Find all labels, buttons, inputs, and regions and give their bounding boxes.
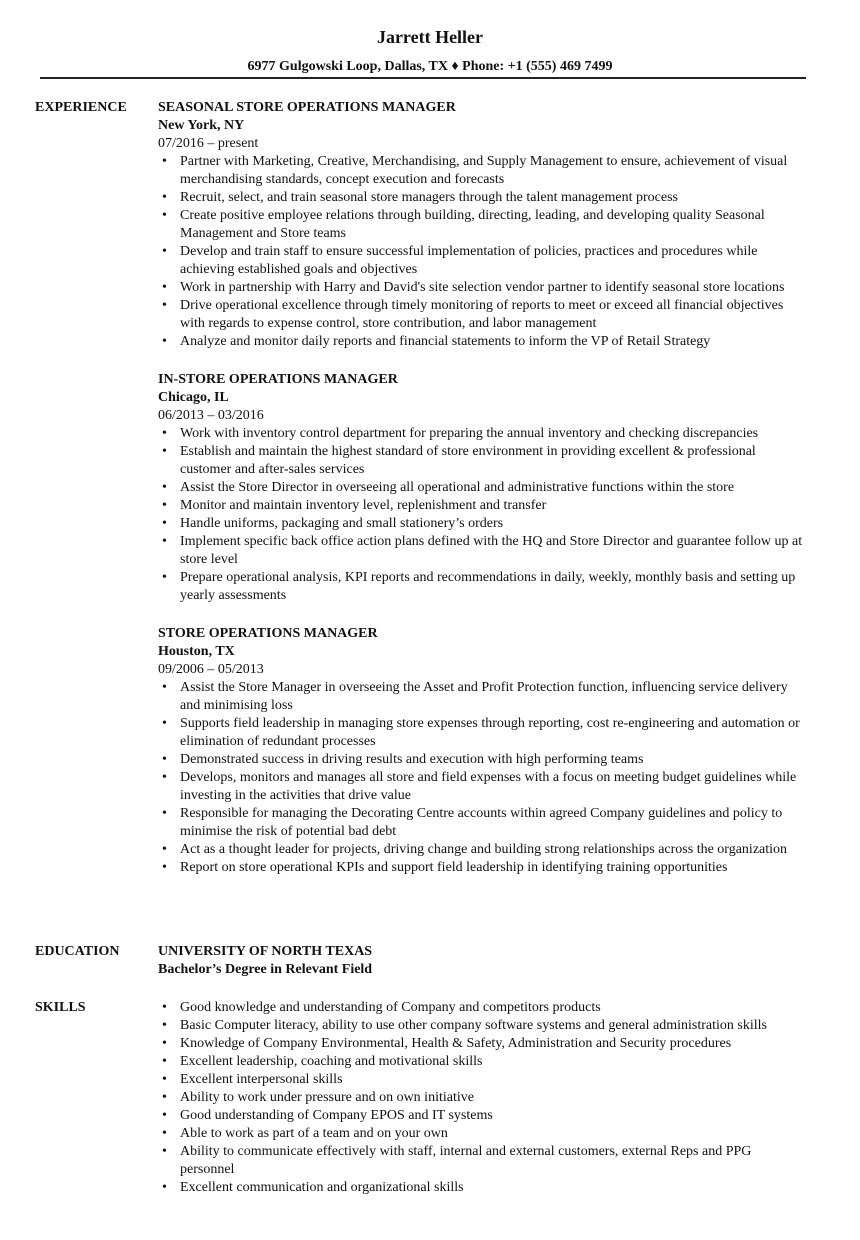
job-location: Houston, TX bbox=[158, 644, 235, 659]
education-heading: EDUCATION bbox=[35, 944, 120, 959]
job-bullet: • Develops, monitors and manages all store and field expenses with a focus on meeting budget guidelines while investing in the activities that drive value bbox=[158, 769, 808, 805]
skill-item: • Ability to work under pressure and on own initiative bbox=[158, 1089, 808, 1107]
job-bullet: • Assist the Store Manager in overseeing the Asset and Profit Protection function, influencing service delivery and minimising loss bbox=[158, 679, 808, 715]
job-entry bbox=[158, 371, 808, 605]
job-dates: 06/2013 – 03/2016 bbox=[158, 408, 264, 423]
skills-heading: SKILLS bbox=[35, 1000, 86, 1015]
job-bullet-list bbox=[158, 153, 808, 351]
skill-item: • Knowledge of Company Environmental, Health & Safety, Administration and Security procedures bbox=[158, 1035, 808, 1053]
job-bullet: • Create positive employee relations through building, directing, leading, and developing quality Seasonal Management and Store teams bbox=[158, 207, 808, 243]
job-title: IN-STORE OPERATIONS MANAGER bbox=[158, 372, 398, 387]
education-body bbox=[158, 943, 808, 979]
job-entry bbox=[158, 99, 808, 351]
job-bullet: • Handle uniforms, packaging and small stationery’s orders bbox=[158, 515, 808, 533]
skills-body bbox=[158, 999, 808, 1197]
job-bullet: • Work in partnership with Harry and David's site selection vendor partner to identify seasonal store locations bbox=[158, 279, 808, 297]
job-location: Chicago, IL bbox=[158, 390, 229, 405]
job-location: New York, NY bbox=[158, 118, 245, 133]
skill-item: • Excellent leadership, coaching and motivational skills bbox=[158, 1053, 808, 1071]
job-title: SEASONAL STORE OPERATIONS MANAGER bbox=[158, 100, 456, 115]
job-entry bbox=[158, 625, 808, 877]
candidate-name: Jarrett Heller bbox=[376, 27, 484, 47]
skill-item: • Ability to communicate effectively with staff, internal and external customers, external Reps and PPG personnel bbox=[158, 1143, 808, 1179]
job-bullet: • Analyze and monitor daily reports and financial statements to inform the VP of Retail Strategy bbox=[158, 333, 808, 351]
job-bullet-list bbox=[158, 679, 808, 877]
skill-item: • Excellent interpersonal skills bbox=[158, 1071, 808, 1089]
experience-body bbox=[158, 99, 808, 877]
job-dates: 09/2006 – 05/2013 bbox=[158, 662, 264, 677]
job-bullet: • Establish and maintain the highest standard of store environment in providing excellent & professional customer and after-sales services bbox=[158, 443, 808, 479]
job-bullet: • Responsible for managing the Decorating Centre accounts within agreed Company guidelines and policy to minimise the risk of potential bad debt bbox=[158, 805, 808, 841]
education-school: UNIVERSITY OF NORTH TEXAS bbox=[158, 944, 373, 959]
job-bullet: • Report on store operational KPIs and support field leadership in identifying training opportunities bbox=[158, 859, 808, 877]
experience-heading: EXPERIENCE bbox=[35, 100, 127, 115]
skill-item: • Basic Computer literacy, ability to use other company software systems and general administration skills bbox=[158, 1017, 808, 1035]
job-bullet: • Act as a thought leader for projects, driving change and building strong relationships across the organization bbox=[158, 841, 808, 859]
job-bullet: • Work with inventory control department for preparing the annual inventory and checking discrepancies bbox=[158, 425, 808, 443]
job-title: STORE OPERATIONS MANAGER bbox=[158, 626, 378, 641]
job-bullet: • Recruit, select, and train seasonal store managers through the talent management process bbox=[158, 189, 808, 207]
job-bullet: • Assist the Store Director in overseeing all operational and administrative functions within the store bbox=[158, 479, 808, 497]
skill-item: • Good understanding of Company EPOS and IT systems bbox=[158, 1107, 808, 1125]
job-bullet-list bbox=[158, 425, 808, 605]
job-bullet: • Develop and train staff to ensure successful implementation of policies, practices and procedures while achieving established goals and objectives bbox=[158, 243, 808, 279]
skill-item: • Able to work as part of a team and on your own bbox=[158, 1125, 808, 1143]
job-bullet: • Implement specific back office action plans defined with the HQ and Store Director and guarantee follow up at store level bbox=[158, 533, 808, 569]
header-divider bbox=[40, 77, 806, 79]
contact-line: 6977 Gulgowski Loop, Dallas, TX ♦ Phone: +1 (555) 469 7499 bbox=[247, 59, 613, 74]
job-bullet: • Partner with Marketing, Creative, Merchandising, and Supply Management to ensure, achievement of visual merchandising standards, concept execution and forecasts bbox=[158, 153, 808, 189]
job-bullet: • Drive operational excellence through timely monitoring of reports to meet or exceed all financial objectives with regards to expense control, store contribution, and labor management bbox=[158, 297, 808, 333]
job-bullet: • Supports field leadership in managing store expenses through reporting, cost re-engineering and automation or elimination of redundant processes bbox=[158, 715, 808, 751]
job-dates: 07/2016 – present bbox=[158, 136, 259, 151]
skill-item: • Good knowledge and understanding of Company and competitors products bbox=[158, 999, 808, 1017]
job-bullet: • Demonstrated success in driving results and execution with high performing teams bbox=[158, 751, 808, 769]
job-bullet: • Monitor and maintain inventory level, replenishment and transfer bbox=[158, 497, 808, 515]
skills-list bbox=[158, 999, 808, 1197]
skill-item: • Excellent communication and organizational skills bbox=[158, 1179, 808, 1197]
job-bullet: • Prepare operational analysis, KPI reports and recommendations in daily, weekly, monthly basis and setting up yearly assessments bbox=[158, 569, 808, 605]
education-degree: Bachelor’s Degree in Relevant Field bbox=[158, 962, 373, 977]
